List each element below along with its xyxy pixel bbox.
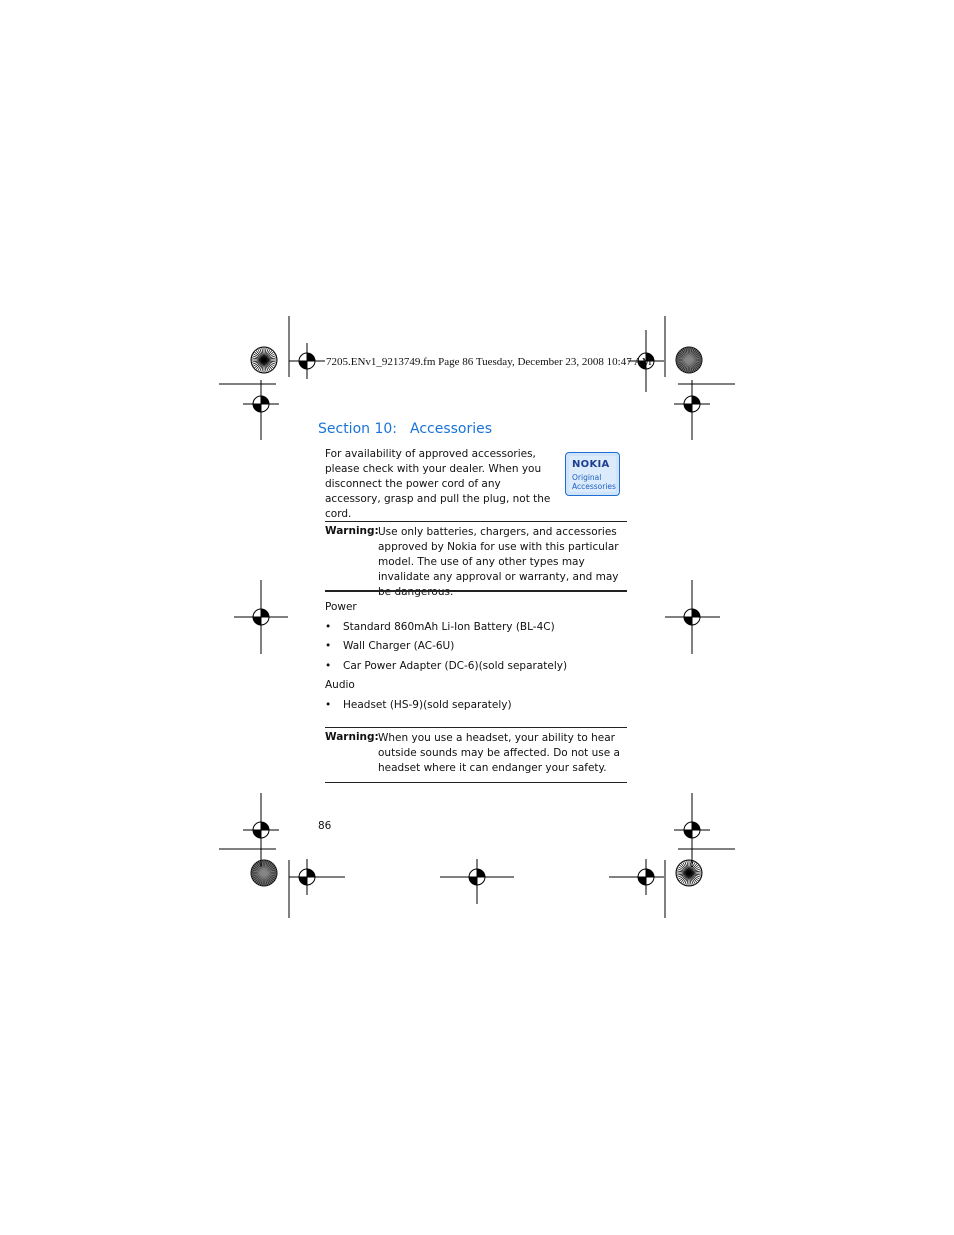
warning-label: Warning:	[325, 525, 379, 537]
registration-star-icon	[676, 347, 702, 373]
registration-star-icon	[676, 860, 702, 886]
logo-line-accessories: Accessories	[572, 482, 616, 491]
nokia-original-accessories-logo	[565, 452, 620, 496]
logo-line-original: Original	[572, 473, 602, 482]
intro-paragraph: For availability of approved accessories, please check with your dealer. When you disconnect the power cord of any accessory, grasp and pull the plug, not the cord.	[325, 448, 551, 520]
logo-brand: NOKIA	[572, 459, 610, 470]
audio-heading: Audio	[325, 679, 355, 691]
section-name: Accessories	[410, 421, 493, 437]
list-item: • Wall Charger (AC-6U)	[325, 640, 455, 652]
warning-label: Warning:	[325, 731, 379, 743]
warning-top-rule	[325, 521, 627, 522]
warning-bottom-rule	[325, 782, 627, 783]
warning-text: When you use a headset, your ability to hear outside sounds may be affected. Do not use a headset where it can endanger your safety.	[378, 732, 620, 774]
file-slug-line: 7205.ENv1_9213749.fm Page 86 Tuesday, December 23, 2008 10:47 AM	[326, 356, 652, 368]
warning-text: Use only batteries, chargers, and accessories approved by Nokia for use with this particular model. The use of any other types may invalidate any approval or warranty, and may be dangerous.	[378, 526, 619, 598]
list-item: • Headset (HS-9)(sold separately)	[325, 699, 512, 711]
list-item: • Car Power Adapter (DC-6)(sold separately)	[325, 660, 568, 672]
registration-star-icon	[251, 347, 277, 373]
warning-bottom-rule	[325, 590, 627, 592]
section-title	[318, 421, 492, 437]
list-item: • Standard 860mAh Li-Ion Battery (BL-4C)	[325, 621, 555, 633]
warning-top-rule	[325, 727, 627, 728]
power-heading: Power	[325, 601, 357, 613]
page-number: 86	[318, 820, 332, 832]
section-number: Section 10:	[318, 421, 397, 437]
registration-star-icon	[251, 860, 277, 886]
